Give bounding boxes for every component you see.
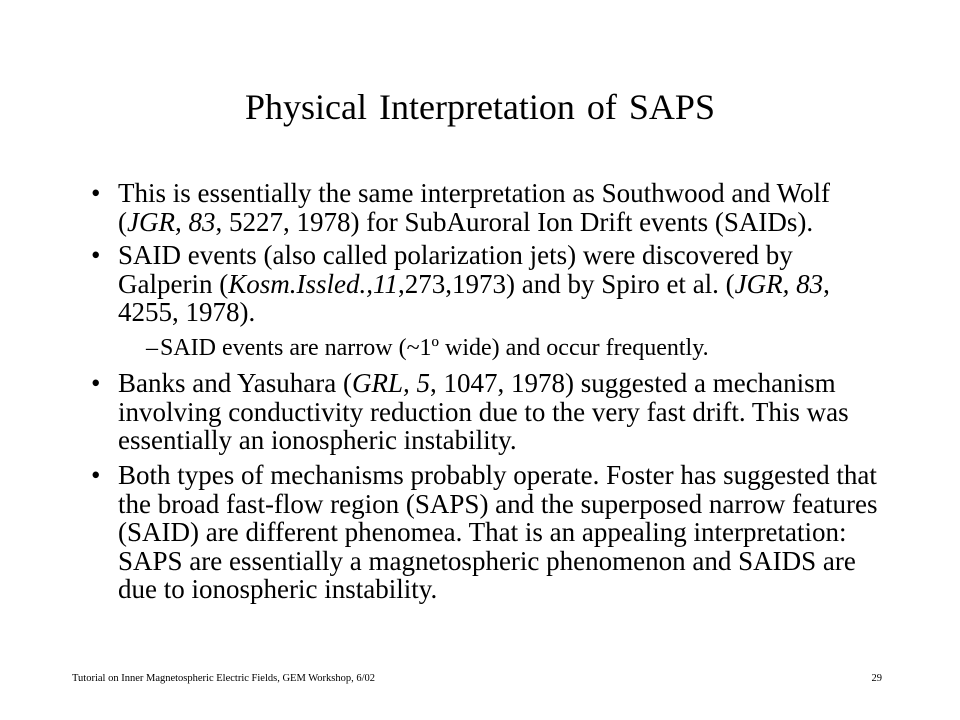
bullet-dot-marker: • <box>91 240 101 270</box>
bullet-text-run: Banks and Yasuhara ( <box>118 368 352 398</box>
bullet-text-run: This is essentially the same interpretation as Southwood and Wolf <box>118 178 830 208</box>
bullet-item <box>0 368 960 455</box>
bullet-text-run: SAID events (also called polarization jets) were discovered by <box>118 240 793 270</box>
bullet-text-run: essentially an ionospheric instability. <box>118 425 517 455</box>
bullet-text-run: Galperin ( <box>118 268 229 299</box>
bullet-text-run: 4255, 1978). <box>118 297 256 327</box>
bullet-text <box>118 241 830 327</box>
bullet-dot-marker: • <box>91 460 101 490</box>
bullet-item <box>0 240 960 327</box>
bullet-text <box>118 461 878 604</box>
sub-bullet-text <box>160 334 709 362</box>
slide-title: Physical Interpretation of SAPS <box>245 87 715 127</box>
citation-journal-italic: GRL, 5 <box>351 368 430 398</box>
bullet-text-run: , 5227, 1978) for SubAuroral Ion Drift events (SAIDs). <box>215 206 814 237</box>
bullet-text-run: SAPS are essentially a magnetospheric phenomenon and SAIDS are <box>118 545 856 576</box>
citation-journal-italic: JGR, 83 <box>734 268 824 299</box>
citation-journal-italic: JGR, 83 <box>127 206 216 237</box>
bullet-text-run: involving conductivity reduction due to the very fast drift. This was <box>118 396 849 427</box>
bullet-item <box>0 178 960 237</box>
bullet-text <box>118 369 849 455</box>
bullet-text-run: (SAID) are different phenomea. That is an appealing interpretation: <box>118 517 847 547</box>
bullet-text-run: , <box>823 268 830 299</box>
bullet-text-run: , 1047, 1978) suggested a mechanism <box>430 368 836 398</box>
sub-bullet-text-run: SAID events are narrow (~1º wide) and occur frequently. <box>160 335 709 361</box>
bullet-text-run: ,273,1973) and by Spiro et al. ( <box>397 268 735 299</box>
bullet-item <box>0 460 960 604</box>
footer-text: Tutorial on Inner Magnetospheric Electric Fields, GEM Workshop, 6/02 <box>72 673 376 684</box>
page-number: 29 <box>871 673 882 684</box>
dash-marker: – <box>146 335 158 361</box>
bullet-text-run: the broad fast-flow region (SAPS) and the superposed narrow features <box>118 488 878 519</box>
bullet-text-run: due to ionospheric instability. <box>118 574 438 604</box>
bullet-text-run: ( <box>118 206 127 237</box>
citation-journal-italic: Kosm.Issled.,11 <box>228 268 398 299</box>
bullet-text-run: Both types of mechanisms probably operate. Foster has suggested that <box>118 460 877 490</box>
bullet-text <box>118 179 830 236</box>
bullet-dot-marker: • <box>91 368 101 398</box>
sub-bullet-item <box>0 334 960 361</box>
bullet-dot-marker: • <box>91 178 101 208</box>
